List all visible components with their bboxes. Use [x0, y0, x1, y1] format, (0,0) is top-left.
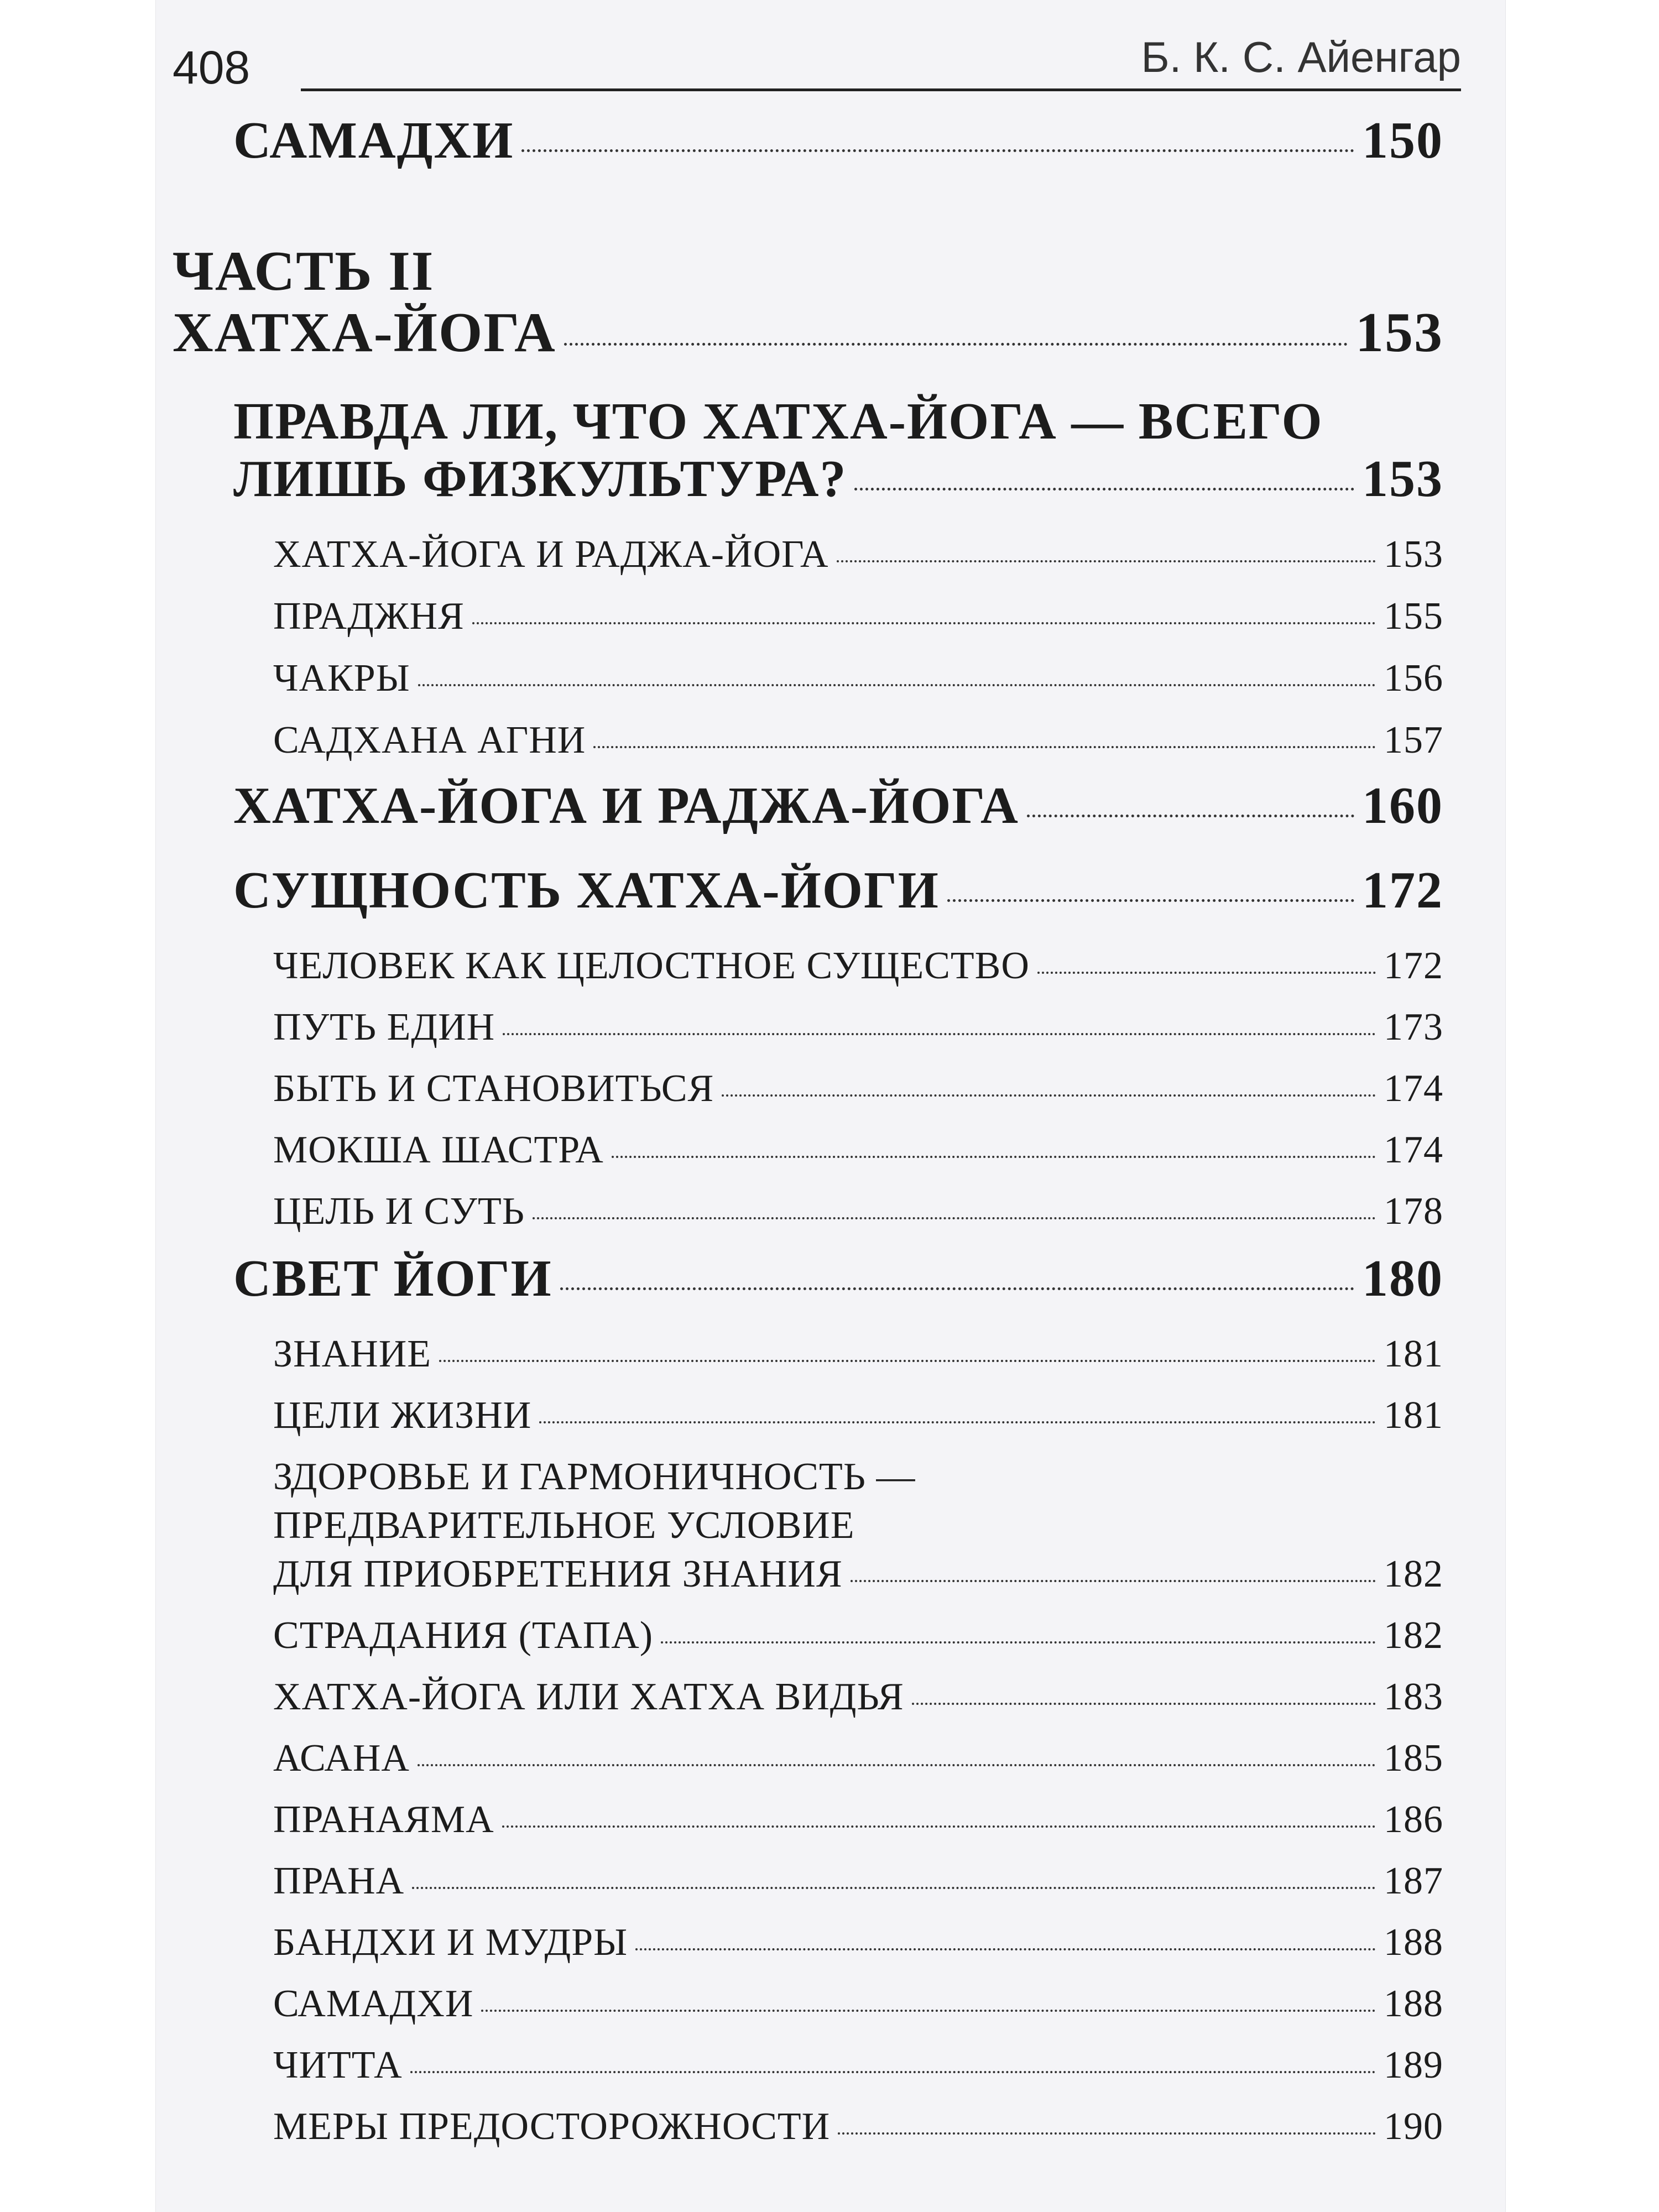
dot-leader: [410, 2071, 1376, 2073]
toc-entry-page: 172: [1384, 945, 1443, 987]
toc-entry-title: БЫТЬ И СТАНОВИТЬСЯ: [273, 1067, 714, 1110]
toc-entry-title: ЗНАНИЕ: [273, 1333, 432, 1375]
toc-entry-title: ХАТХА-ЙОГА И РАДЖА-ЙОГА: [233, 777, 1019, 834]
toc-entry-page: 182: [1384, 1553, 1443, 1595]
toc-subentry[interactable]: [273, 1128, 1443, 1172]
dot-leader: [837, 560, 1376, 562]
running-head: Б. К. С. Айенгар: [1141, 33, 1461, 81]
toc-entry-page: 181: [1384, 1394, 1443, 1437]
toc-entry-page: 153: [1384, 533, 1443, 576]
toc-subentry[interactable]: [273, 2043, 1443, 2088]
toc-entry-title: ПРАНАЯМА: [273, 1798, 494, 1841]
toc-entry-title: СУЩНОСТЬ ХАТХА-ЙОГИ: [233, 862, 940, 919]
toc-entry-line: ЗДОРОВЬЕ И ГАРМОНИЧНОСТЬ —: [273, 1455, 916, 1498]
toc-entry-page: 186: [1384, 1798, 1443, 1841]
toc-subentry[interactable]: [273, 1736, 1443, 1781]
dot-leader: [564, 343, 1348, 346]
toc-entry-page: 173: [1384, 1006, 1443, 1048]
toc-entry-page: 172: [1362, 862, 1443, 919]
dot-leader: [851, 1580, 1376, 1582]
toc-subentry[interactable]: [273, 533, 1443, 577]
toc-entry-title: САМАДХИ: [273, 1983, 474, 2025]
toc-entry-page: 174: [1384, 1129, 1443, 1171]
toc-entry-page: 190: [1384, 2105, 1443, 2148]
toc-entry-page: 157: [1384, 719, 1443, 761]
toc-entry-title: МОКША ШАСТРА: [273, 1129, 604, 1171]
toc-subentry[interactable]: [273, 1332, 1443, 1376]
toc-entry-part2[interactable]: [173, 300, 1443, 365]
toc-entry-page: 187: [1384, 1860, 1443, 1902]
page-header: [173, 22, 1461, 111]
toc-subentry[interactable]: [273, 1982, 1443, 2026]
toc-entry-s1[interactable]: [233, 449, 1443, 509]
dot-leader: [412, 1887, 1376, 1889]
toc-subentry[interactable]: [273, 594, 1443, 639]
dot-leader: [418, 684, 1376, 686]
toc-subentry[interactable]: [273, 1005, 1443, 1050]
dot-leader: [521, 149, 1354, 152]
toc-entry-line: ПРАВДА ЛИ, ЧТО ХАТХА-ЙОГА — ВСЕГО: [233, 393, 1323, 450]
toc-entry-page: 156: [1384, 657, 1443, 700]
toc-entry-title: ЧАКРЫ: [273, 657, 410, 700]
toc-entry-page: 155: [1384, 595, 1443, 638]
dot-leader: [439, 1360, 1376, 1362]
toc-entry-page: 189: [1384, 2044, 1443, 2086]
book-page: [156, 0, 1505, 2212]
dot-leader: [503, 1033, 1376, 1035]
toc-entry-title: БАНДХИ И МУДРЫ: [273, 1921, 628, 1964]
toc-entry-title: САДХАНА АГНИ: [273, 719, 586, 761]
toc-subentry[interactable]: [273, 656, 1443, 701]
dot-leader: [635, 1948, 1376, 1950]
toc-entry-page: 188: [1384, 1921, 1443, 1964]
dot-leader: [912, 1703, 1376, 1705]
toc-entry-page: 178: [1384, 1190, 1443, 1233]
toc-subentry[interactable]: [273, 1614, 1443, 1658]
toc-subentry[interactable]: [273, 944, 1443, 988]
toc-subentry[interactable]: [273, 1859, 1443, 1903]
toc-entry-page: 160: [1362, 777, 1443, 834]
dot-leader: [560, 1287, 1354, 1290]
dot-leader: [661, 1641, 1376, 1644]
toc-entry-title: ЛИШЬ ФИЗКУЛЬТУРА?: [233, 450, 847, 508]
dot-leader: [854, 488, 1354, 491]
toc-subentry[interactable]: [273, 1394, 1443, 1438]
toc-subentry[interactable]: [273, 1921, 1443, 1965]
toc-subentry[interactable]: [273, 1675, 1443, 1719]
toc-subentry[interactable]: [273, 1552, 1443, 1597]
dot-leader: [612, 1156, 1376, 1158]
toc-entry-title: САМАДХИ: [233, 112, 514, 169]
toc-entry-page: 174: [1384, 1067, 1443, 1110]
toc-entry-line: ПРЕДВАРИТЕЛЬНОЕ УСЛОВИЕ: [273, 1504, 855, 1547]
toc-entry-page: 153: [1355, 301, 1443, 364]
toc-entry-title: СТРАДАНИЯ (ТАПА): [273, 1614, 654, 1657]
part-heading: ЧАСТЬ II: [173, 240, 435, 302]
toc-subentry[interactable]: [273, 1067, 1443, 1111]
toc-entry-page: 150: [1362, 112, 1443, 169]
toc-entry-title: ПРАДЖНЯ: [273, 595, 465, 638]
toc-entry-title: ХАТХА-ЙОГА И РАДЖА-ЙОГА: [273, 533, 829, 576]
toc-entry-title: ЦЕЛИ ЖИЗНИ: [273, 1394, 532, 1437]
dot-leader: [838, 2132, 1376, 2135]
toc-entry-title: ПРАНА: [273, 1860, 405, 1902]
toc-subentry[interactable]: [273, 2105, 1443, 2149]
toc-entry-title: ЦЕЛЬ И СУТЬ: [273, 1190, 525, 1233]
toc-entry-title: АСАНА: [273, 1737, 410, 1780]
toc-subentry[interactable]: [273, 1190, 1443, 1234]
dot-leader: [533, 1217, 1376, 1219]
header-rule: [301, 88, 1461, 91]
dot-leader: [1027, 815, 1354, 817]
toc-entry-title: ПУТЬ ЕДИН: [273, 1006, 495, 1048]
toc-entry-page: 188: [1384, 1983, 1443, 2025]
dot-leader: [593, 746, 1376, 748]
dot-leader: [481, 2010, 1376, 2012]
toc-entry-page: 153: [1362, 450, 1443, 508]
toc-entry-page: 185: [1384, 1737, 1443, 1780]
toc-entry-title: СВЕТ ЙОГИ: [233, 1250, 552, 1307]
dot-leader: [502, 1825, 1376, 1828]
toc-entry-s2[interactable]: [233, 776, 1443, 836]
page-number: 408: [173, 41, 251, 93]
toc-entry-title: ДЛЯ ПРИОБРЕТЕНИЯ ЗНАНИЯ: [273, 1553, 843, 1595]
toc-entry-page: 181: [1384, 1333, 1443, 1375]
toc-entry-page: 180: [1362, 1250, 1443, 1307]
dot-leader: [947, 899, 1354, 902]
toc-entry-title: ХАТХА-ЙОГА: [173, 301, 556, 364]
toc-subentry[interactable]: [273, 718, 1443, 763]
dot-leader: [418, 1764, 1376, 1766]
toc-entry-title: ЧИТТА: [273, 2044, 403, 2086]
toc-entry-s4[interactable]: [233, 1249, 1443, 1308]
dot-leader: [1037, 972, 1376, 974]
toc-entry-title: ХАТХА-ЙОГА ИЛИ ХАТХА ВИДЬЯ: [273, 1676, 904, 1718]
toc-entry-s3[interactable]: [233, 860, 1443, 920]
dot-leader: [539, 1421, 1376, 1423]
toc-entry-title: ЧЕЛОВЕК КАК ЦЕЛОСТНОЕ СУЩЕСТВО: [273, 945, 1030, 987]
toc-subentry[interactable]: [273, 1798, 1443, 1842]
page-margin: [0, 0, 156, 2212]
toc-entry-title: МЕРЫ ПРЕДОСТОРОЖНОСТИ: [273, 2105, 831, 2148]
dot-leader: [472, 622, 1376, 624]
dot-leader: [722, 1094, 1376, 1097]
toc-entry-samadhi[interactable]: [233, 111, 1443, 170]
toc-entry-page: 182: [1384, 1614, 1443, 1657]
toc-entry-page: 183: [1384, 1676, 1443, 1718]
